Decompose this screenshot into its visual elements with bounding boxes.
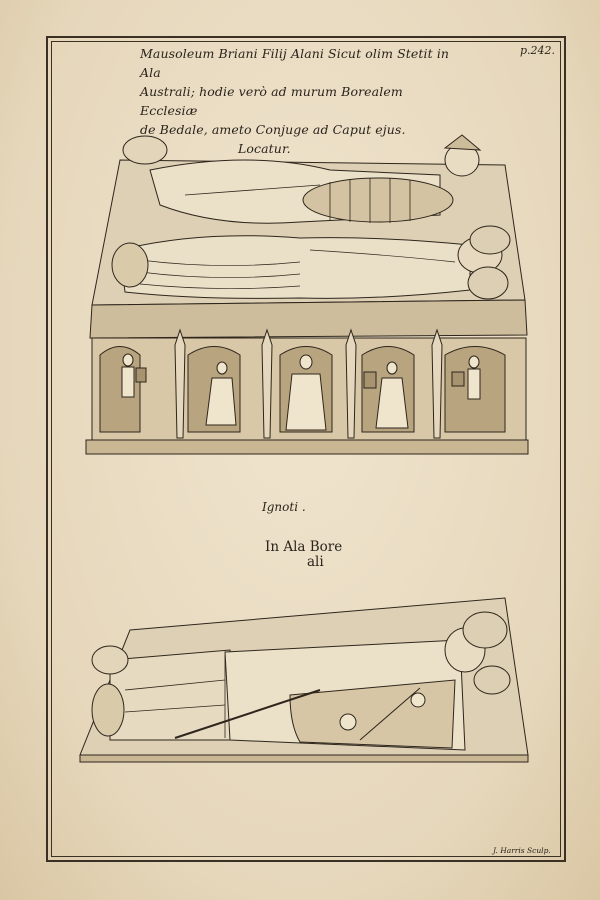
page-reference: p.242. bbox=[520, 44, 556, 57]
ala-boreali-label bbox=[265, 540, 355, 570]
ala-label-line-1: In Ala Bore bbox=[265, 539, 343, 555]
caption-line-4: Locatur. bbox=[238, 141, 291, 156]
upper-tomb-illustration bbox=[86, 135, 528, 454]
ala-label-line-2: ali bbox=[307, 554, 324, 570]
caption-line-3: de Bedale, ameto Conjuge ad Caput ejus. bbox=[140, 122, 406, 137]
caption-line-2: Australi; hodie verò ad murum Borealem Ecclesiæ bbox=[140, 84, 403, 118]
lower-effigy-illustration bbox=[80, 598, 528, 762]
ignoti-label: Ignoti . bbox=[262, 500, 306, 514]
caption-line-1: Mausoleum Briani Filij Alani Sicut olim Stetit in Ala bbox=[140, 46, 450, 80]
engraver-signature: J. Harris Sculp. bbox=[493, 846, 551, 855]
